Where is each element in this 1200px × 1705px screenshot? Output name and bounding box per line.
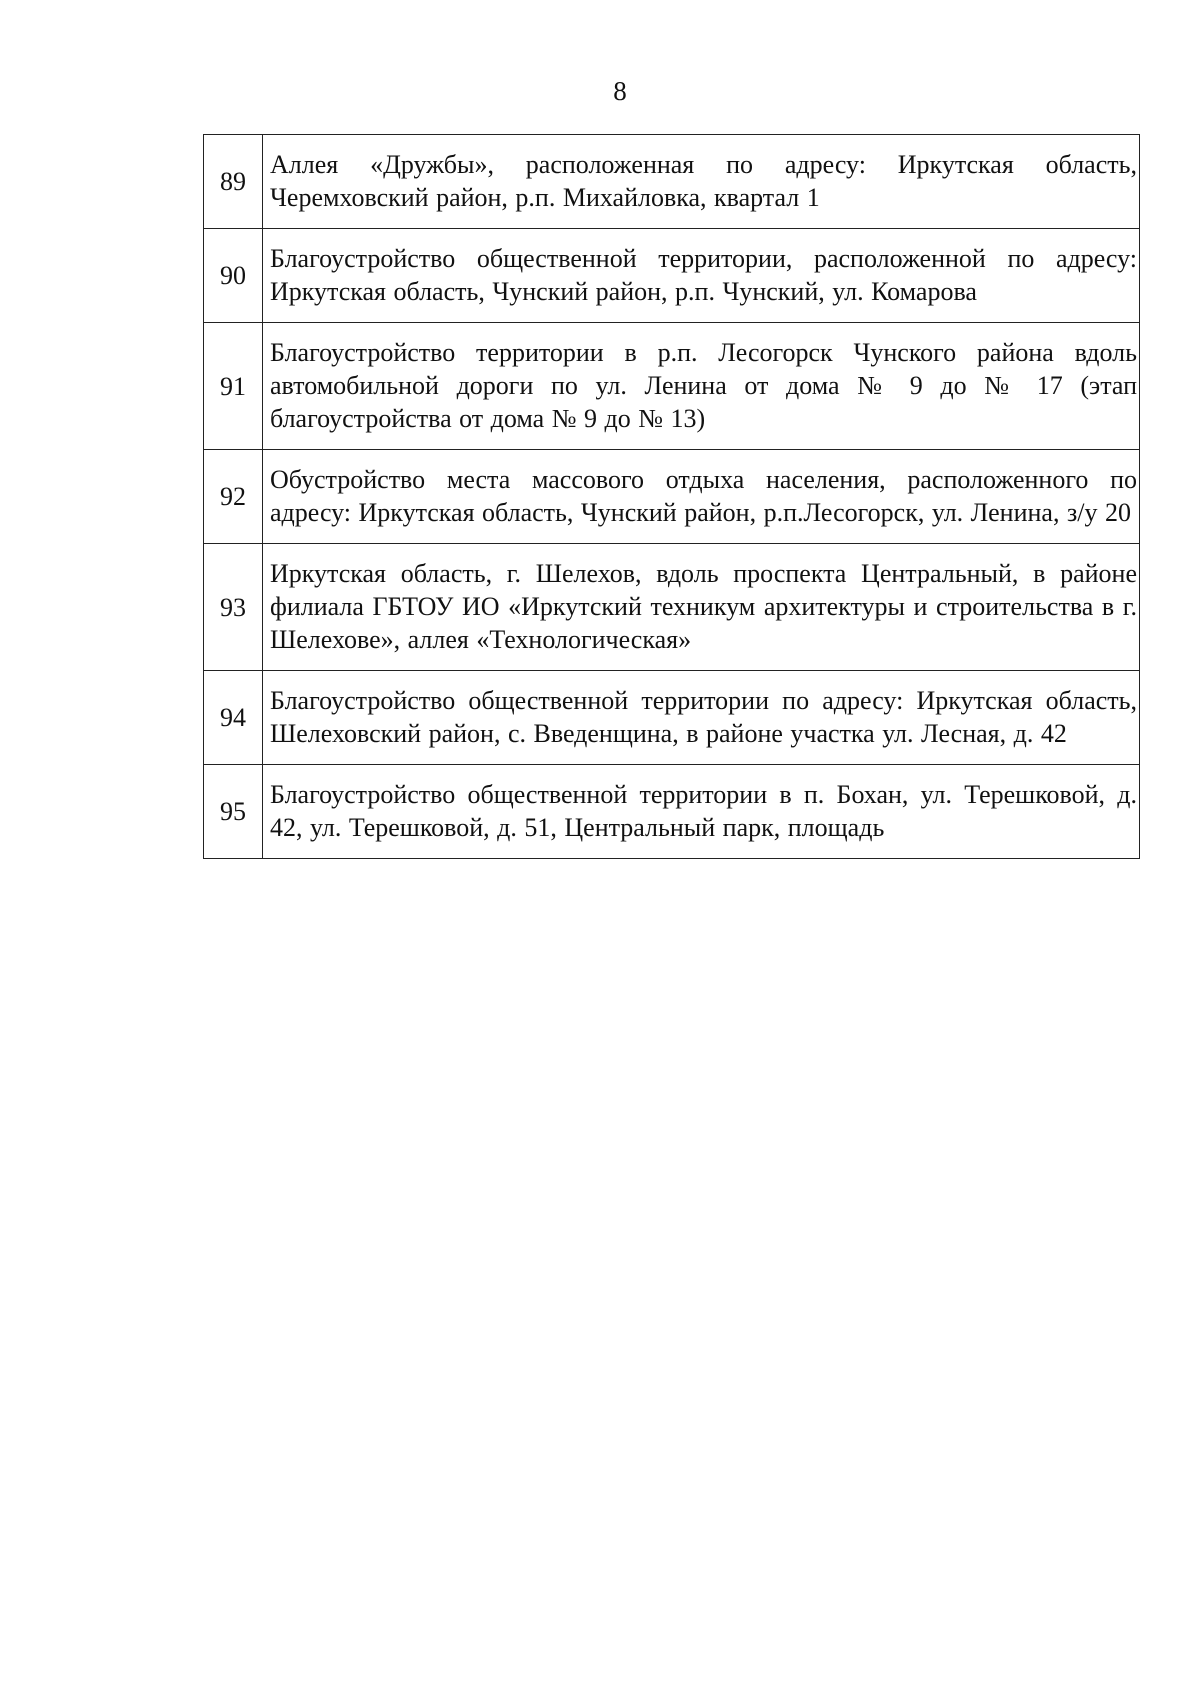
row-description: Благоустройство общественной территории по адресу: Иркутская область, Шелеховский район, с. Введенщина, в районе участка ул. Лесная, д. 42: [263, 671, 1140, 765]
territories-table: [203, 134, 1140, 859]
table-row: [204, 450, 1140, 544]
table-row: [204, 135, 1140, 229]
row-number: 95: [204, 765, 263, 859]
table-row: [204, 544, 1140, 671]
row-number: 90: [204, 229, 263, 323]
row-description: Аллея «Дружбы», расположенная по адресу: Иркутская область, Черемховский район, р.п. Михайловка, квартал 1: [263, 135, 1140, 229]
table-row: [204, 671, 1140, 765]
row-number: 93: [204, 544, 263, 671]
row-number: 89: [204, 135, 263, 229]
row-number: 91: [204, 323, 263, 450]
row-description: Иркутская область, г. Шелехов, вдоль проспекта Центральный, в районе филиала ГБТОУ ИО «Иркутский техникум архитектуры и строительства в г. Шелехове», аллея «Технологическая»: [263, 544, 1140, 671]
page-number: 8: [613, 76, 627, 106]
row-number: 92: [204, 450, 263, 544]
table-row: [204, 229, 1140, 323]
row-description: Благоустройство общественной территории, расположенной по адресу: Иркутская область, Чунский район, р.п. Чунский, ул. Комарова: [263, 229, 1140, 323]
table-row: [204, 765, 1140, 859]
row-description: Благоустройство территории в р.п. Лесогорск Чунского района вдоль автомобильной дороги по ул. Ленина от дома № 9 до № 17 (этап благоустройства от дома № 9 до № 13): [263, 323, 1140, 450]
row-description: Благоустройство общественной территории в п. Бохан, ул. Терешковой, д. 42, ул. Терешковой, д. 51, Центральный парк, площадь: [263, 765, 1140, 859]
row-number: 94: [204, 671, 263, 765]
row-description: Обустройство места массового отдыха населения, расположенного по адресу: Иркутская область, Чунский район, р.п.Лесогорск, ул. Ленина, з/у 20: [263, 450, 1140, 544]
table-row: [204, 323, 1140, 450]
